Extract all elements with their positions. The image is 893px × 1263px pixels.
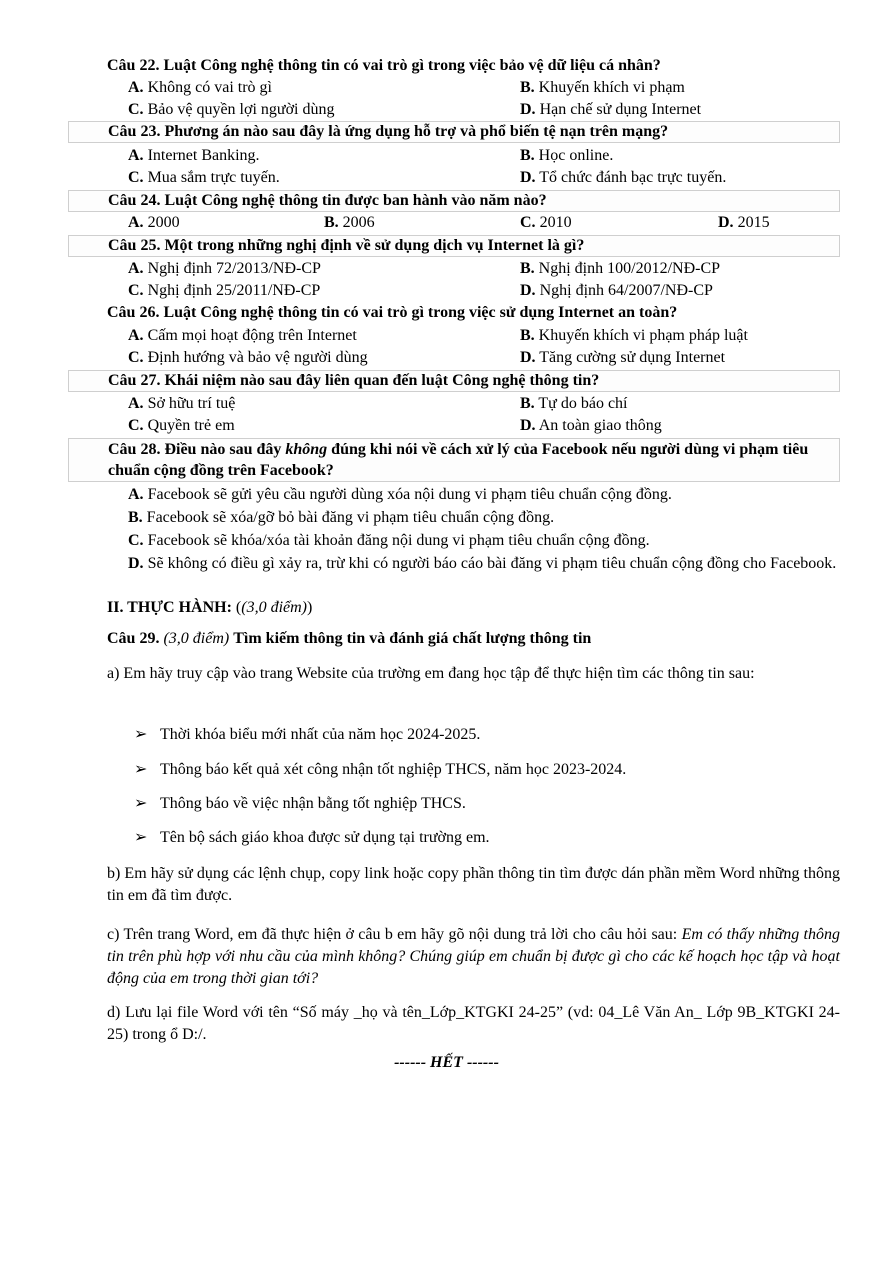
option-c: C. Quyền trẻ em [128,417,235,434]
option-d: D. Nghị định 64/2007/NĐ-CP [520,282,713,299]
option-d: D. An toàn giao thông [520,417,662,434]
question-27-options-row-1 [128,394,840,414]
question-29-title: Câu 29. (3,0 điểm) Tìm kiếm thông tin và đánh giá chất lượng thông tin [107,630,592,647]
option-b: B. 2006 [324,214,375,231]
option-c: C. 2010 [520,214,572,231]
end-marker: ------ HẾT ------ [394,1054,499,1071]
option-a: A. Nghị định 72/2013/NĐ-CP [128,260,321,277]
option-b: B. Khuyến khích vi phạm pháp luật [520,327,748,344]
option-a: A. Cấm mọi hoạt động trên Internet [128,327,357,344]
question-25-options-row-2 [128,281,840,301]
option-b: B. Tự do báo chí [520,395,628,412]
question-23-title: Câu 23. Phương án nào sau đây là ứng dụng hỗ trợ và phổ biến tệ nạn trên mạng? [68,121,840,143]
question-28-option-b: B. Facebook sẽ xóa/gỡ bỏ bài đăng vi phạm tiêu chuẩn cộng đồng. [128,509,555,526]
question-23-options-row-2 [128,168,840,188]
option-d: D. Tổ chức đánh bạc trực tuyến. [520,169,727,186]
option-b: B. Nghị định 100/2012/NĐ-CP [520,260,721,277]
question-26-options-row-1 [128,326,840,346]
option-c: C. Mua sắm trực tuyến. [128,169,280,186]
option-c: C. Định hướng và bảo vệ người dùng [128,349,368,366]
question-26-options-row-2 [128,348,840,368]
question-28-option-c: C. Facebook sẽ khóa/xóa tài khoản đăng nội dung vi phạm tiêu chuẩn cộng đồng. [128,532,650,549]
question-28-option-d: D. Sẽ không có điều gì xảy ra, trừ khi có người báo cáo bài đăng vi phạm tiêu chuẩn cộng đồng cho Facebook. [128,555,837,572]
question-29-part-b: b) Em hãy sử dụng các lệnh chụp, copy link hoặc copy phần thông tin tìm được dán phần mềm Word những thông tin em đã tìm được. [107,865,840,904]
question-24-options-row [128,213,840,233]
question-27-title: Câu 27. Khái niệm nào sau đây liên quan đến luật Công nghệ thông tin? [68,370,840,392]
arrow-bullet-icon: ➢ [134,761,148,778]
bullet-item-1: ➢ Thời khóa biểu mới nhất của năm học 2024-2025. [134,724,480,746]
section-2-heading: II. THỰC HÀNH: ((3,0 điểm)) [107,599,313,616]
question-22-options-row-1 [128,78,840,98]
option-c: C. Bảo vệ quyền lợi người dùng [128,101,335,118]
option-d: D. Hạn chế sử dụng Internet [520,101,702,118]
question-28-option-a: A. Facebook sẽ gửi yêu cầu người dùng xóa nội dung vi phạm tiêu chuẩn cộng đồng. [128,486,672,503]
option-b: B. Học online. [520,147,614,164]
question-27-options-row-2 [128,416,840,436]
option-d: D. 2015 [718,214,770,231]
question-24-title: Câu 24. Luật Công nghệ thông tin được ban hành vào năm nào? [68,190,840,212]
question-22-options-row-2 [128,100,840,120]
question-26-title: Câu 26. Luật Công nghệ thông tin có vai trò gì trong việc sử dụng Internet an toàn? [107,304,678,321]
option-a: A. 2000 [128,214,180,231]
question-23-options-row-1 [128,146,840,166]
option-a: A. Không có vai trò gì [128,79,272,96]
question-28-title: Câu 28. Điều nào sau đây không đúng khi nói về cách xử lý của Facebook nếu người dùng vi phạm tiêu chuẩn cộng đồng trên Facebook? [68,438,840,482]
question-25-options-row-1 [128,259,840,279]
arrow-bullet-icon: ➢ [134,726,148,743]
option-a: A. Sở hữu trí tuệ [128,395,236,412]
question-29-part-c: c) Trên trang Word, em đã thực hiện ở câu b em hãy gõ nội dung trả lời cho câu hỏi sau: Em có thấy những thông tin trên phù hợp với nhu cầu của mình không? Chúng giúp em chuẩn bị được gì cho các kế hoạch học tập và hoạt động của em trong thời gian tới? [107,926,841,987]
question-25-title: Câu 25. Một trong những nghị định về sử dụng dịch vụ Internet là gì? [68,235,840,257]
bullet-item-3: ➢ Thông báo về việc nhận bằng tốt nghiệp THCS. [134,793,466,815]
arrow-bullet-icon: ➢ [134,829,148,846]
option-b: B. Khuyến khích vi phạm [520,79,685,96]
question-29-part-d: d) Lưu lại file Word với tên “Số máy _họ và tên_Lớp_KTGKI 24-25” (vd: 04_Lê Văn An_ Lớp 9B_KTGKI 24-25) trong ổ D:/. [107,1004,840,1043]
question-29-part-a: a) Em hãy truy cập vào trang Website của trường em đang học tập để thực hiện tìm các thông tin sau: [107,665,755,682]
arrow-bullet-icon: ➢ [134,795,148,812]
option-d: D. Tăng cường sử dụng Internet [520,349,726,366]
option-a: A. Internet Banking. [128,147,260,164]
bullet-item-4: ➢ Tên bộ sách giáo khoa được sử dụng tại trường em. [134,827,490,849]
question-22-title: Câu 22. Luật Công nghệ thông tin có vai trò gì trong việc bảo vệ dữ liệu cá nhân? [107,57,661,74]
bullet-item-2: ➢ Thông báo kết quả xét công nhận tốt nghiệp THCS, năm học 2023-2024. [134,759,626,781]
option-c: C. Nghị định 25/2011/NĐ-CP [128,282,321,299]
